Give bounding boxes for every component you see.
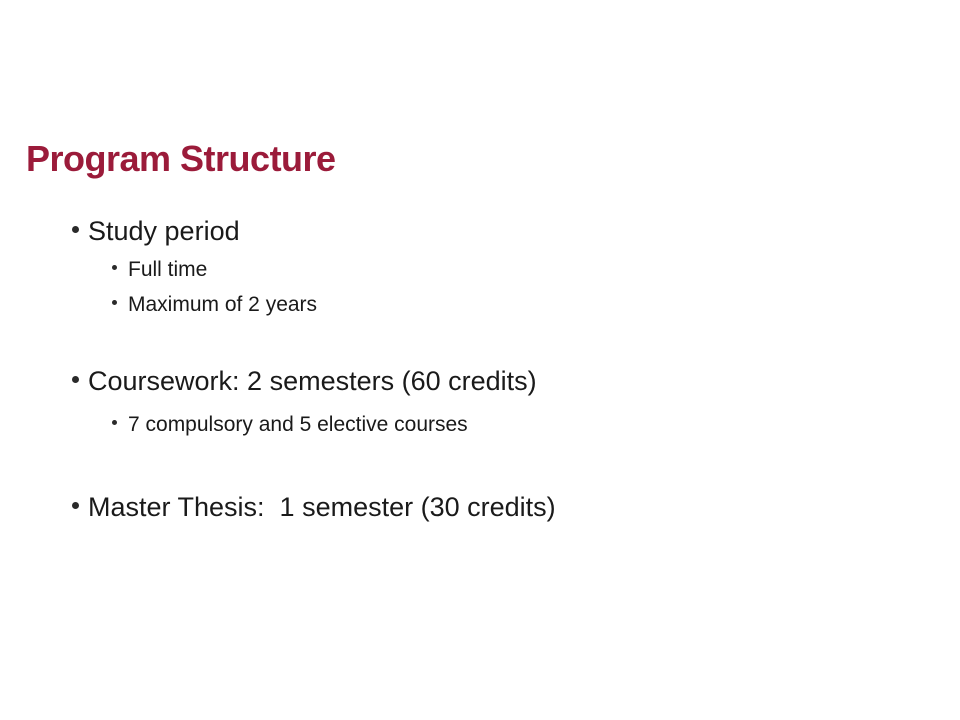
bullet-dot-icon	[72, 376, 79, 383]
bullet-text: Coursework: 2 semesters (60 credits)	[88, 366, 537, 396]
bullet-dot-icon	[72, 502, 79, 509]
sub-bullet-courses	[112, 413, 468, 437]
bullet-text: Study period	[88, 216, 240, 246]
bullet-dot-icon	[112, 420, 117, 425]
sub-bullet-text: Maximum of 2 years	[128, 293, 318, 316]
bullet-text: Master Thesis: 1 semester (30 credits)	[88, 492, 556, 522]
sub-bullet-maximum-years	[112, 293, 317, 317]
bullet-dot-icon	[72, 226, 79, 233]
bullet-master-thesis	[72, 492, 556, 523]
sub-bullet-text: Full time	[128, 258, 208, 281]
bullet-dot-icon	[112, 300, 117, 305]
bullet-coursework	[72, 366, 537, 397]
slide-title: Program Structure	[26, 138, 336, 179]
bullet-dot-icon	[112, 265, 117, 270]
sub-bullet-text: 7 compulsory and 5 elective courses	[128, 413, 468, 436]
bullet-study-period	[72, 216, 240, 247]
sub-bullet-full-time	[112, 258, 207, 282]
